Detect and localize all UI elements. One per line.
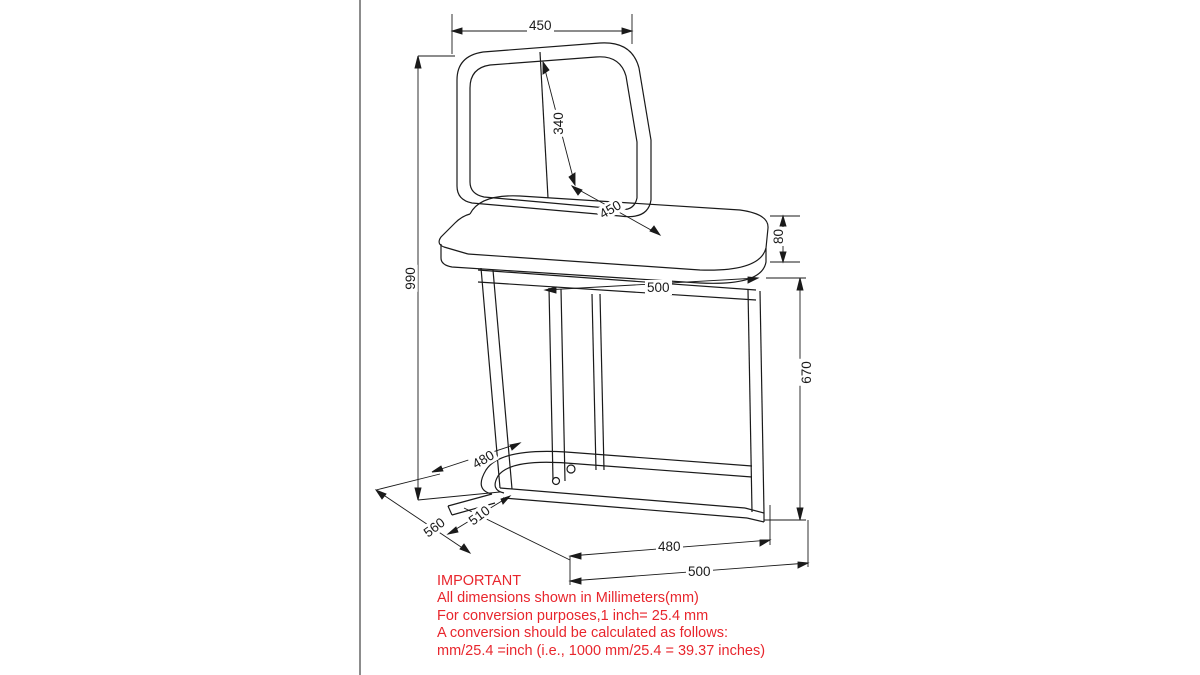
notes-heading: IMPORTANT xyxy=(437,573,522,589)
dim-label-base-depth-480: 480 xyxy=(658,539,681,554)
notes-line-2: For conversion purposes,1 inch= 25.4 mm xyxy=(437,607,709,624)
dim-label-seat-height: 670 xyxy=(798,361,814,384)
dim-label-seat-width: 500 xyxy=(647,280,670,295)
notes-line-1: All dimensions shown in Millimeters(mm) xyxy=(437,590,699,607)
important-notes xyxy=(437,573,765,660)
dim-label-seat-back-width-top: 450 xyxy=(529,18,552,33)
dim-label-seat-cushion-thickness: 80 xyxy=(771,228,787,245)
dim-label-base-diagonal-510: 510 xyxy=(465,502,493,529)
dim-label-base-width-500: 500 xyxy=(688,564,711,579)
dim-label-footrest-depth: 480 xyxy=(469,447,497,472)
dim-label-backrest-height: 340 xyxy=(550,112,566,135)
dim-label-seat-depth-diagonal: 450 xyxy=(596,197,624,222)
notes-line-4: mm/25.4 =inch (i.e., 1000 mm/25.4 = 39.37 inches) xyxy=(437,642,766,659)
dim-label-overall-height: 990 xyxy=(402,267,418,290)
notes-line-3: A conversion should be calculated as follows: xyxy=(437,625,728,642)
dim-label-base-diagonal-560: 560 xyxy=(420,514,448,541)
stool-frame xyxy=(448,268,764,522)
